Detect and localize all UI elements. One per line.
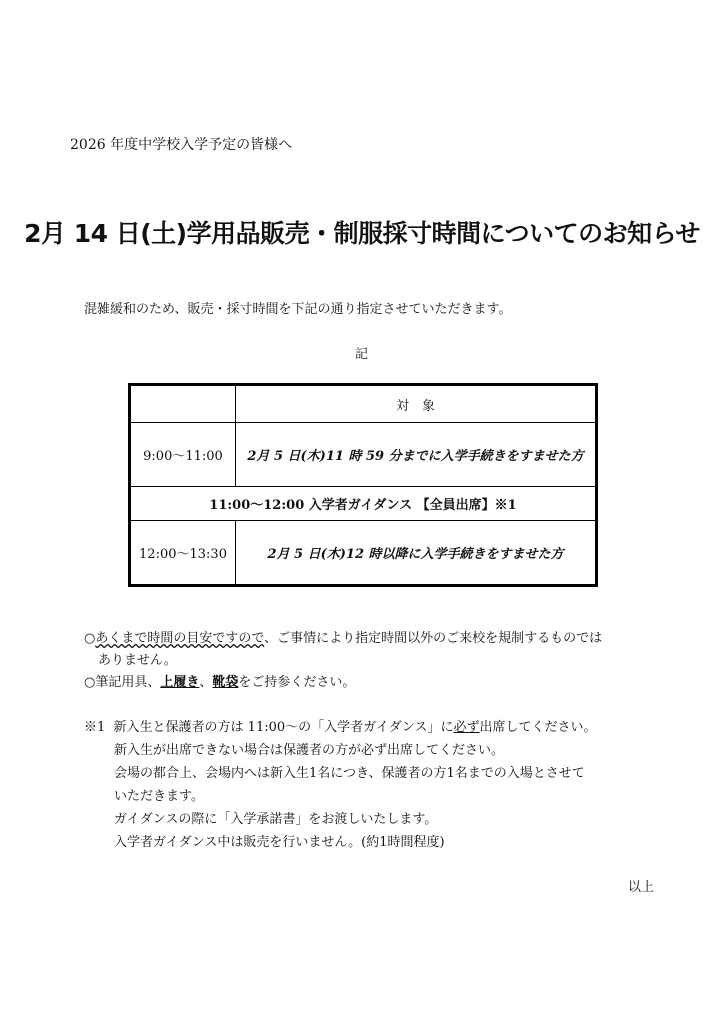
table-header-row	[130, 385, 597, 423]
footnote-emphasis: 必ず	[453, 720, 480, 735]
note-2-shoe-bag: 靴袋	[212, 675, 239, 690]
note-2	[84, 672, 602, 694]
bullet: ○	[84, 675, 96, 690]
row-time: 9:00〜11:00	[130, 423, 236, 487]
footnote-text: 新入生と保護者の方は 11:00〜の「入学者ガイダンス」に	[113, 720, 454, 735]
table-row	[130, 521, 597, 586]
note-2-indoor-shoes: 上履き	[160, 675, 200, 690]
row-target: 2月 5 日(木)11 時 59 分までに入学手続きをすませた方	[236, 423, 597, 487]
footnote-line-4: いただきます。	[114, 789, 204, 804]
table-row-guidance	[130, 487, 597, 521]
guidance-cell: 11:00〜12:00 入学者ガイダンス 【全員出席】※1	[130, 487, 597, 521]
footnote-text: 出席してください。	[479, 720, 597, 735]
bullet: ○	[84, 631, 96, 646]
note-1-cont: ありません。	[98, 653, 177, 668]
footnote	[84, 716, 597, 854]
note-2-text: をご持参ください。	[238, 675, 356, 690]
closing: 以上	[628, 880, 655, 895]
notes	[84, 628, 602, 694]
header-time	[130, 385, 236, 423]
note-1-emphasis: あくまで時間の目安ですので	[95, 631, 265, 646]
note-1	[84, 628, 602, 650]
footnote-line-5: ガイダンスの際に「入学承諾書」をお渡しいたします。	[114, 812, 438, 827]
footnote-line-6: 入学者ガイダンス中は販売を行いません。(約1時間程度)	[114, 835, 445, 850]
table-row	[130, 423, 597, 487]
note-2-text: 、	[199, 675, 213, 690]
row-time: 12:00〜13:30	[130, 521, 236, 586]
header-target: 対 象	[236, 385, 597, 423]
footnote-line-1	[84, 716, 597, 739]
schedule-table	[128, 383, 598, 587]
note-1-text: 、ご事情により指定時間以外のご来校を規制するものでは	[264, 631, 603, 646]
addressee: 2026 年度中学校入学予定の皆様へ	[70, 137, 293, 153]
footnote-line-3: 会場の都合上、会場内へは新入生1名につき、保護者の方1名までの入場とさせて	[114, 766, 585, 781]
note-2-text: 筆記用具、	[95, 675, 161, 690]
ki-mark: 記	[355, 347, 369, 362]
footnote-mark: ※1	[84, 720, 106, 735]
footnote-line-2: 新入生が出席できない場合は保護者の方が必ず出席してください。	[114, 743, 505, 758]
page-title: 2月 14 日(土)学用品販売・制服採寸時間についてのお知らせ	[24, 219, 700, 248]
row-target: 2月 5 日(木)12 時以降に入学手続きをすませた方	[236, 521, 597, 586]
intro-text: 混雑緩和のため、販売・採寸時間を下記の通り指定させていただきます。	[84, 302, 512, 317]
